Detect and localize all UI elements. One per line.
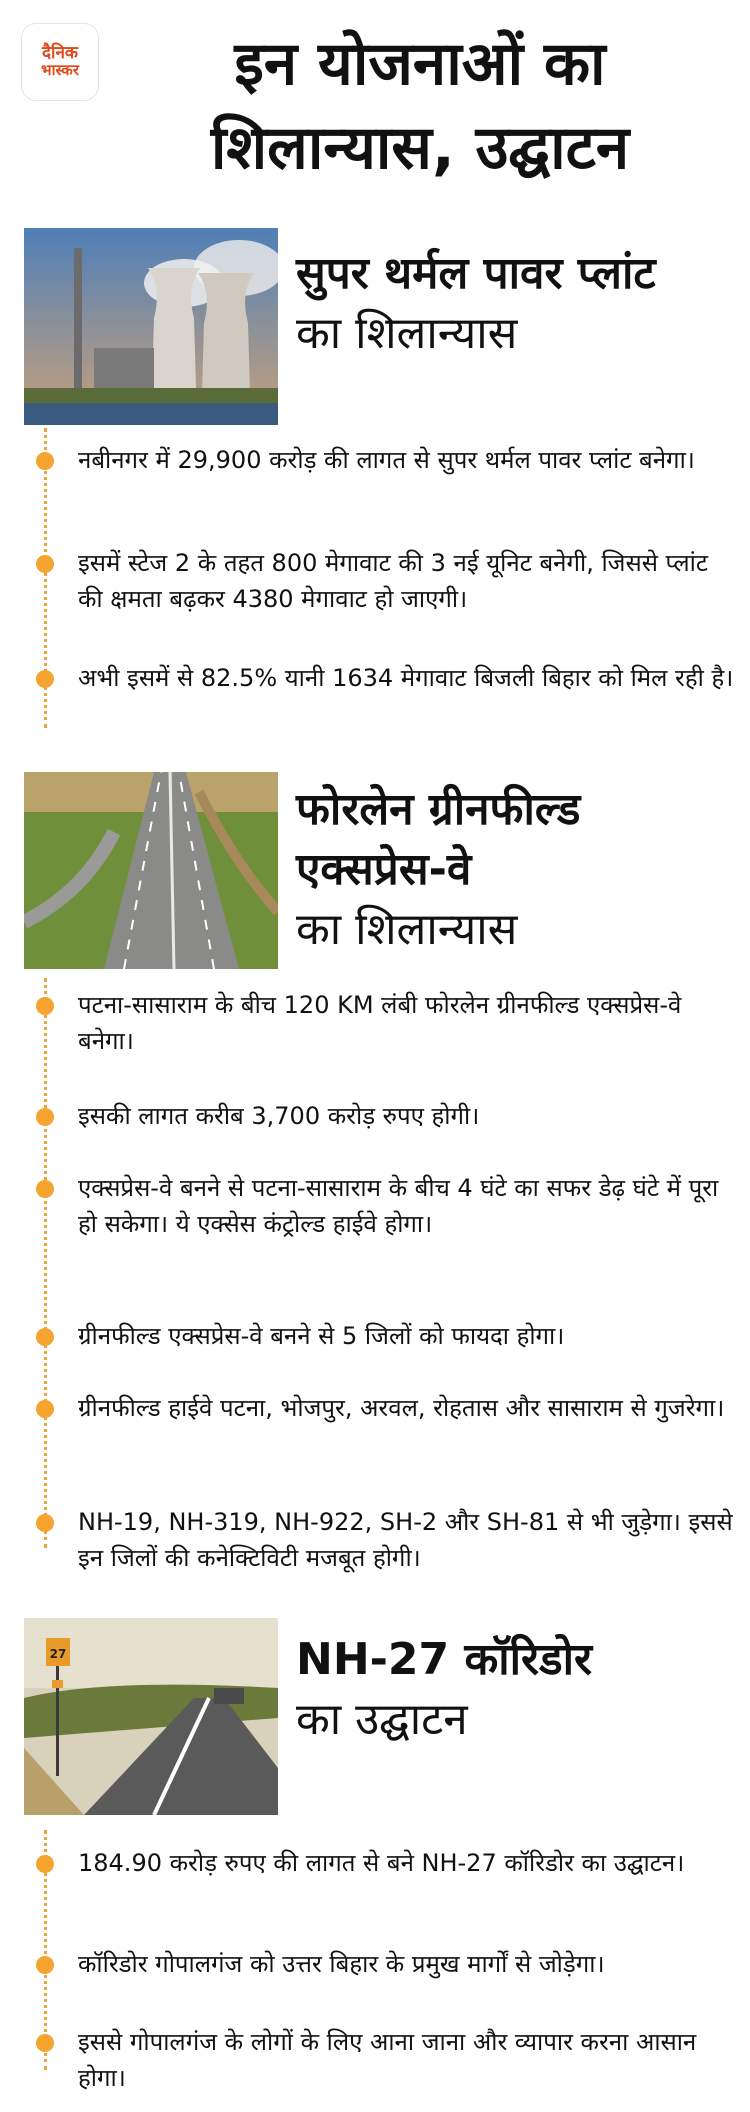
list-item: इससे गोपालगंज के लोगों के लिए आना जाना और व्यापार करना आसान होगा। [78, 2028, 697, 2092]
expressway-image [24, 772, 278, 969]
page-title: इन योजनाओं का शिलान्यास, उद्घाटन [210, 29, 630, 183]
list-item: NH-19, NH-319, NH-922, SH-2 और SH-81 से भी जुड़ेगा। इससे इन जिलों की कनेक्टिविटी मजबूत होगी। [78, 1508, 733, 1572]
bullet-dot [36, 1514, 54, 1532]
section-title-regular: का शिलान्यास [296, 904, 518, 955]
section-title-bold: फोरलेन ग्रीनफील्ड एक्सप्रेस-वे [296, 784, 581, 895]
bullet-dot [36, 1180, 54, 1198]
dainik-bhaskar-logo[interactable] [22, 24, 98, 100]
bullet-dot [36, 452, 54, 470]
bullet-dot [36, 1108, 54, 1126]
highway-corridor-image [24, 1618, 278, 1815]
bullet-dot [36, 555, 54, 573]
list-item: पटना-सासाराम के बीच 120 KM लंबी फोरलेन ग्रीनफील्ड एक्सप्रेस-वे बनेगा। [78, 991, 682, 1055]
highway-sign-number: 27 [49, 1647, 67, 1661]
thermal-power-plant-image [24, 228, 278, 425]
bullet-dot [36, 1328, 54, 1346]
list-item: कॉरिडोर गोपालगंज को उत्तर बिहार के प्रमुख मार्गों से जोड़ेगा। [78, 1950, 605, 1978]
list-item: ग्रीनफील्ड हाईवे पटना, भोजपुर, अरवल, रोहतास और सासाराम से गुजरेगा। [78, 1394, 725, 1422]
bullet-dot [36, 670, 54, 688]
section-title [296, 1630, 736, 1750]
bullet-dot [36, 1400, 54, 1418]
bullet-dot [36, 997, 54, 1015]
bullet-dot [36, 1855, 54, 1873]
list-item: 184.90 करोड़ रुपए की लागत से बने NH-27 कॉरिडोर का उद्घाटन। [78, 1849, 685, 1877]
list-item: नबीनगर में 29,900 करोड़ की लागत से सुपर थर्मल पावर प्लांट बनेगा। [78, 446, 695, 474]
section-title-regular: का शिलान्यास [296, 308, 518, 359]
section-title [296, 780, 736, 960]
section-title-regular: का उद्घाटन [296, 1694, 468, 1745]
list-item: एक्सप्रेस-वे बनने से पटना-सासाराम के बीच 4 घंटे का सफर डेढ़ घंटे में पूरा हो सकेगा। ये एक्सेस कंट्रोल्ड हाईवे होगा। [78, 1174, 719, 1238]
section-title [296, 244, 736, 364]
list-item: इसमें स्टेज 2 के तहत 800 मेगावाट की 3 नई यूनिट बनेगी, जिससे प्लांट की क्षमता बढ़कर 4380 मेगावाट हो जाएगी। [78, 549, 708, 613]
logo-line-1: दैनिक [42, 43, 78, 64]
section-title-bold: सुपर थर्मल पावर प्लांट [296, 248, 656, 299]
bullet-dot [36, 2034, 54, 2052]
timeline-line [44, 978, 47, 1548]
logo-line-2: भास्कर [41, 61, 79, 80]
section-title-bold: NH-27 कॉरिडोर [296, 1634, 592, 1685]
list-item: अभी इसमें से 82.5% यानी 1634 मेगावाट बिजली बिहार को मिल रही है। [78, 664, 734, 692]
list-item: ग्रीनफील्ड एक्सप्रेस-वे बनने से 5 जिलों को फायदा होगा। [78, 1322, 565, 1350]
list-item: इसकी लागत करीब 3,700 करोड़ रुपए होगी। [78, 1102, 480, 1130]
bullet-dot [36, 1956, 54, 1974]
